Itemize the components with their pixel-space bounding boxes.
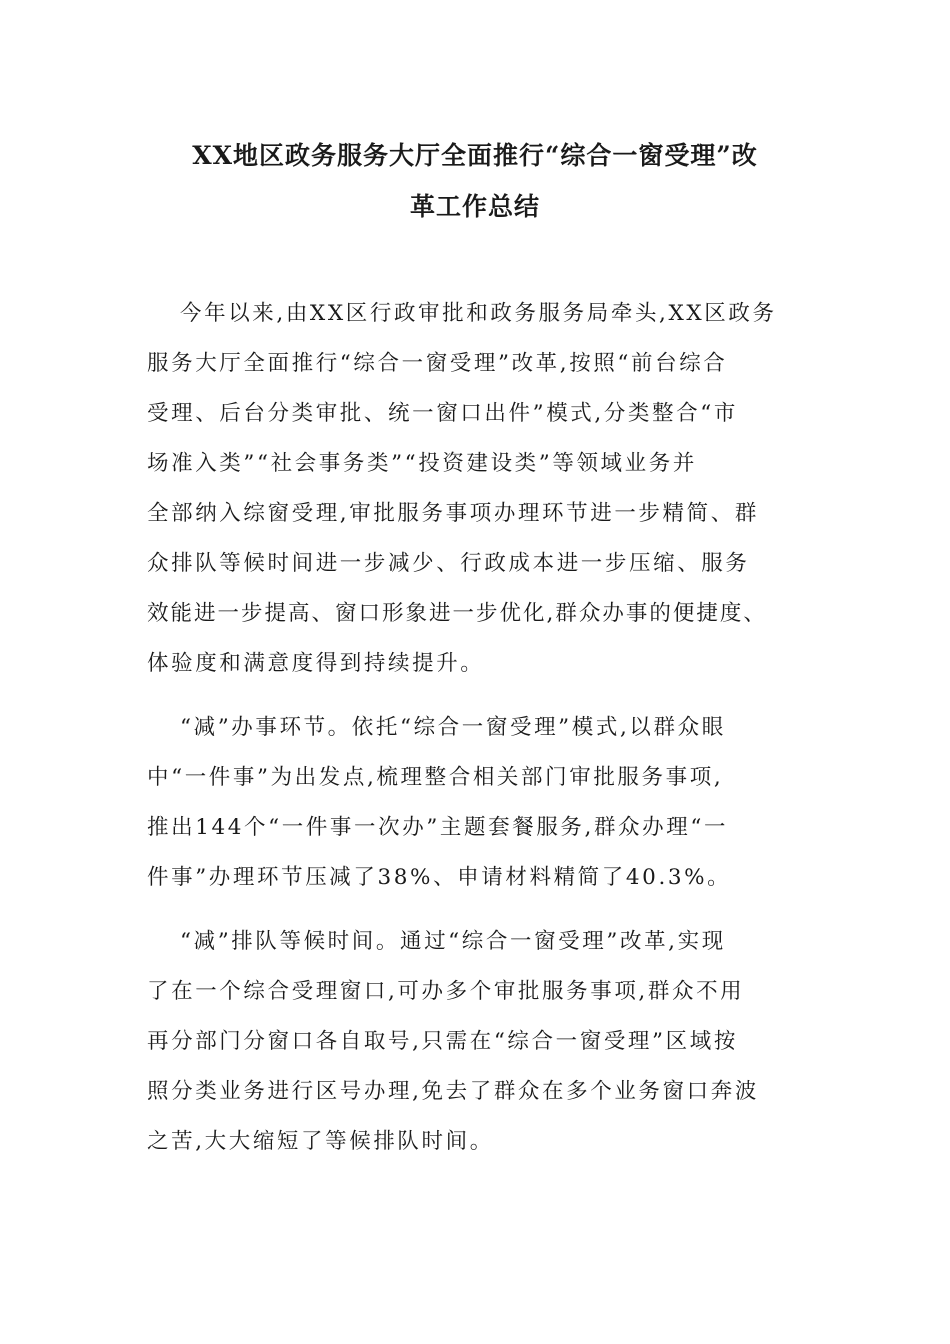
paragraph-line: 今年以来,由XX区行政审批和政务服务局牵头,XX区政务 [180,301,777,326]
paragraph-line: 了在一个综合受理窗口,可办多个审批服务事项,群众不用 [147,979,745,1004]
document-title-line-2: 革工作总结 [409,192,540,221]
paragraph-line: 场准入类”“社会事务类”“投资建设类”等领域业务并 [147,451,697,476]
paragraph-line: 效能进一步提高、窗口形象进一步优化,群众办事的便捷度、 [147,601,767,626]
paragraph-line: 服务大厅全面推行“综合一窗受理”改革,按照“前台综合 [147,351,728,376]
paragraph-line: 之苦,大大缩短了等候排队时间。 [147,1129,494,1154]
paragraph-line: 体验度和满意度得到持续提升。 [147,651,485,676]
paragraph-line: 再分部门分窗口各自取号,只需在“综合一窗受理”区域按 [147,1029,738,1054]
paragraph-line: 众排队等候时间进一步减少、行政成本进一步压缩、服务 [147,551,750,576]
paragraph-line: “减”排队等候时间。通过“综合一窗受理”改革,实现 [180,929,726,954]
paragraph-line: 照分类业务进行区号办理,免去了群众在多个业务窗口奔波 [147,1079,759,1104]
paragraph-line: 推出144个“一件事一次办”主题套餐服务,群众办理“一 [147,815,729,840]
paragraph-line: 受理、后台分类审批、统一窗口出件”模式,分类整合“市 [147,401,738,426]
paragraph-line: 中“一件事”为出发点,梳理整合相关部门审批服务事项, [147,765,724,790]
paragraph-line: 全部纳入综窗受理,审批服务事项办理环节进一步精简、群 [147,501,759,526]
paragraph-line: 件事”办理环节压减了38%、申请材料精简了40.3%。 [147,865,732,890]
paragraph-line: “减”办事环节。依托“综合一窗受理”模式,以群众眼 [180,715,726,740]
document-title-line-1: XX地区政务服务大厅全面推行“综合一窗受理”改 [192,141,758,170]
